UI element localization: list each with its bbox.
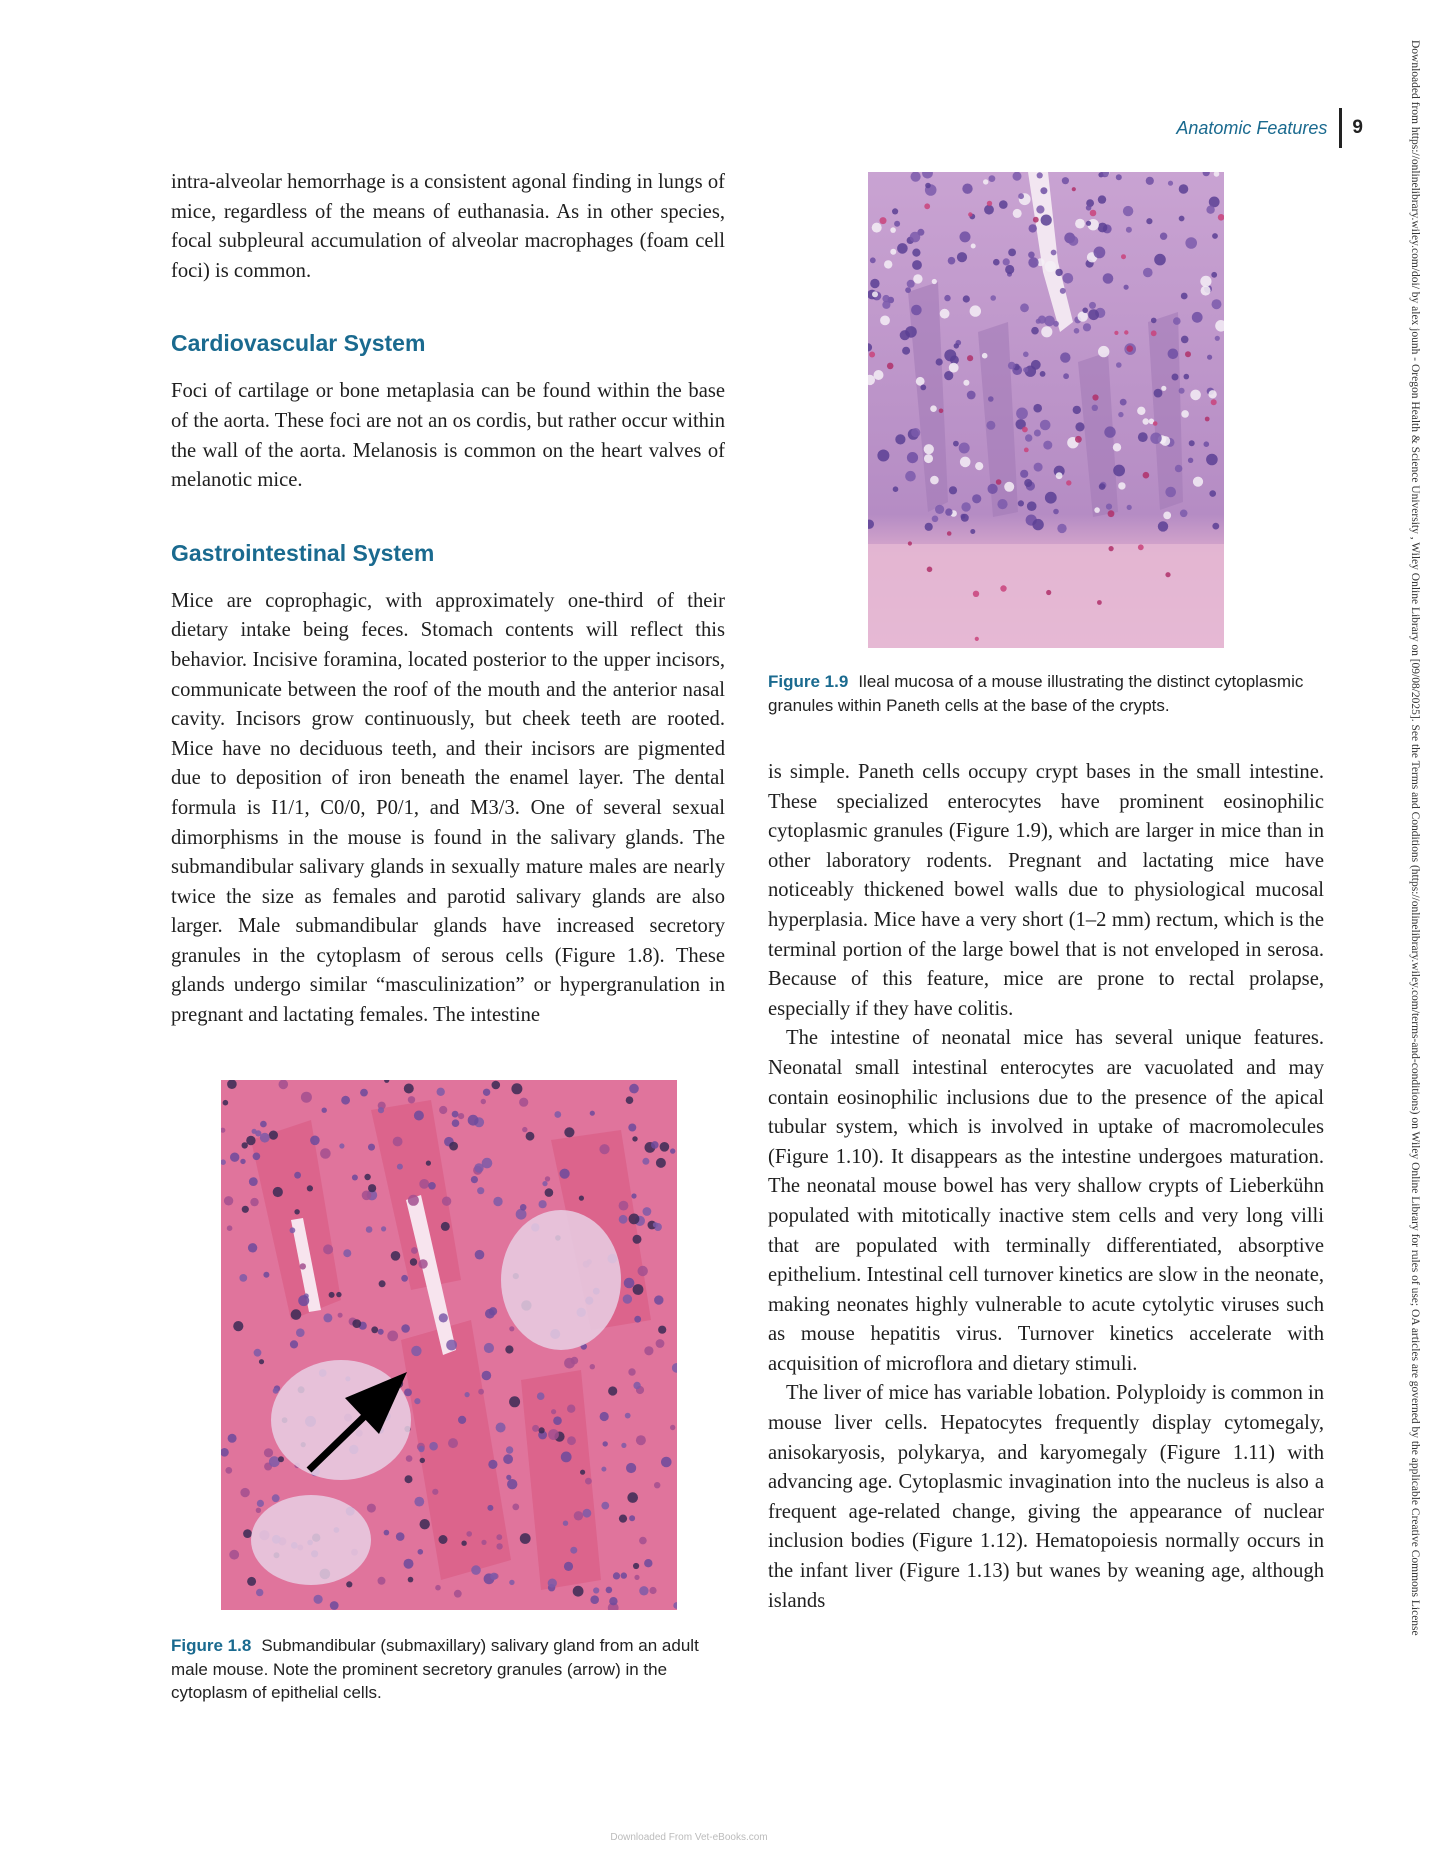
intro-paragraph: intra-alveolar hemorrhage is a consistent agonal finding in lungs of mice, regardless of the means of euthanasia. As in other species, focal subpleural accumulation of alveolar macrophages (foam cell foci) is common.: [171, 171, 725, 282]
figure-1-9-label: Figure 1.9: [768, 672, 849, 691]
right-paragraph-1: is simple. Paneth cells occupy crypt bases in the small intestine. These specialized enterocytes have prominent eosinophilic cytoplasmic granules (Figure 1.9), which are larger in mice than in other laboratory rodents. Pregnant and lactating mice have noticeably thickened bowel walls due to physiological mucosal hyperplasia. Mice have a very short (1–2 mm) rectum, which is the terminal portion of the large bowel that is not enveloped in serosa. Because of this feature, mice are prone to rectal prolapse, especially if they have colitis.: [768, 761, 1324, 1020]
figure-1-8-caption-text: Submandibular (submaxillary) salivary gland from an adult male mouse. Note the prominent secretory granules (arrow) in the cytoplasm of epithelial cells.: [171, 1636, 699, 1702]
running-head-section-title: Anatomic Features: [1176, 117, 1328, 138]
footer-watermark: Downloaded From Vet-eBooks.com: [610, 1832, 768, 1843]
figure-1-9-caption-text: Ileal mucosa of a mouse illustrating the distinct cytoplasmic granules within Paneth cells at the base of the crypts.: [768, 672, 1304, 715]
running-head: [1176, 108, 1363, 148]
right-paragraph-2: The intestine of neonatal mice has several unique features. Neonatal small intestinal enterocytes are vacuolated and may contain eosinophilic inclusions due to the presence of the apical tubular system, which is involved in uptake of macromolecules (Figure 1.10). It disappears as the intestine undergoes maturation. The neonatal mouse bowel has very shallow crypts of Lieberkühn populated with mitotically inactive stem cells and very long villi that are populated with terminally differentiated, absorptive epithelium. Intestinal cell turnover kinetics are slow in the neonate, making neonates highly vulnerable to acute cytolytic viruses such as mouse hepatitis virus. Turnover kinetics accelerate with acquisition of microflora and dietary stimuli.: [768, 1027, 1324, 1375]
figure-1-8-label: Figure 1.8: [171, 1636, 252, 1655]
figure-1-8-image: [221, 1080, 677, 1610]
figure-1-8-caption: [171, 1634, 711, 1705]
heading-cardiovascular-system: Cardiovascular System: [171, 330, 426, 357]
right-paragraph-3: The liver of mice has variable lobation. Polyploidy is common in mouse liver cells. Hepatocytes frequently display cytomegaly, anisokaryosis, polykarya, and karyomegaly (Figure 1.11) with advancing age. Cytoplasmic invagination into the nucleus is also a frequent age-related change, giving the appearance of nuclear inclusion bodies (Figure 1.12). Hematopoiesis normally occurs in the infant liver (Figure 1.13) but wanes by weaning age, although islands: [768, 1382, 1324, 1612]
cardiovascular-paragraph: Foci of cartilage or bone metaplasia can be found within the base of the aorta. These foci are not an os cordis, but rather occur within the wall of the aorta. Melanosis is common on the heart valves of melanotic mice.: [171, 380, 725, 492]
right-column: [768, 758, 1324, 1616]
download-notice: Downloaded from https://onlinelibrary.wiley.com/doi/ by alex jounh - Oregon Health & Science University , Wiley Online Library on [09/08/2025]. See the Terms and Conditions (https://onlinelibrary.wiley.com/terms-and-conditions) on Wiley Online Library for rules of use; OA articles are governed by the applicable Creative Commons License: [1409, 40, 1421, 1636]
gastrointestinal-paragraph: Mice are coprophagic, with approximately one-third of their dietary intake being feces. Stomach contents will reflect this behavior. Incisive foramina, located posterior to the upper incisors, communicate between the roof of the mouth and the anterior nasal cavity. Incisors grow continuously, but cheek teeth are rooted. Mice have no deciduous teeth, and their incisors are pigmented due to deposition of iron beneath the enamel layer. The dental formula is I1/1, C0/0, P0/1, and M3/3. One of several sexual dimorphisms in the mouse is found in the salivary glands. The submandibular salivary glands in sexually mature males are nearly twice the size as females and parotid salivary glands are also larger. Male submandibular glands have increased secretory granules in the cytoplasm of serous cells (Figure 1.8). These glands undergo similar “masculinization” or hypergranulation in pregnant and lactating females. The intestine: [171, 589, 725, 1027]
left-column: [171, 168, 725, 1031]
page-number: 9: [1352, 117, 1363, 138]
figure-1-9-caption: [768, 670, 1308, 717]
heading-gastrointestinal-system: Gastrointestinal System: [171, 539, 435, 566]
figure-1-9-image: [868, 172, 1224, 648]
